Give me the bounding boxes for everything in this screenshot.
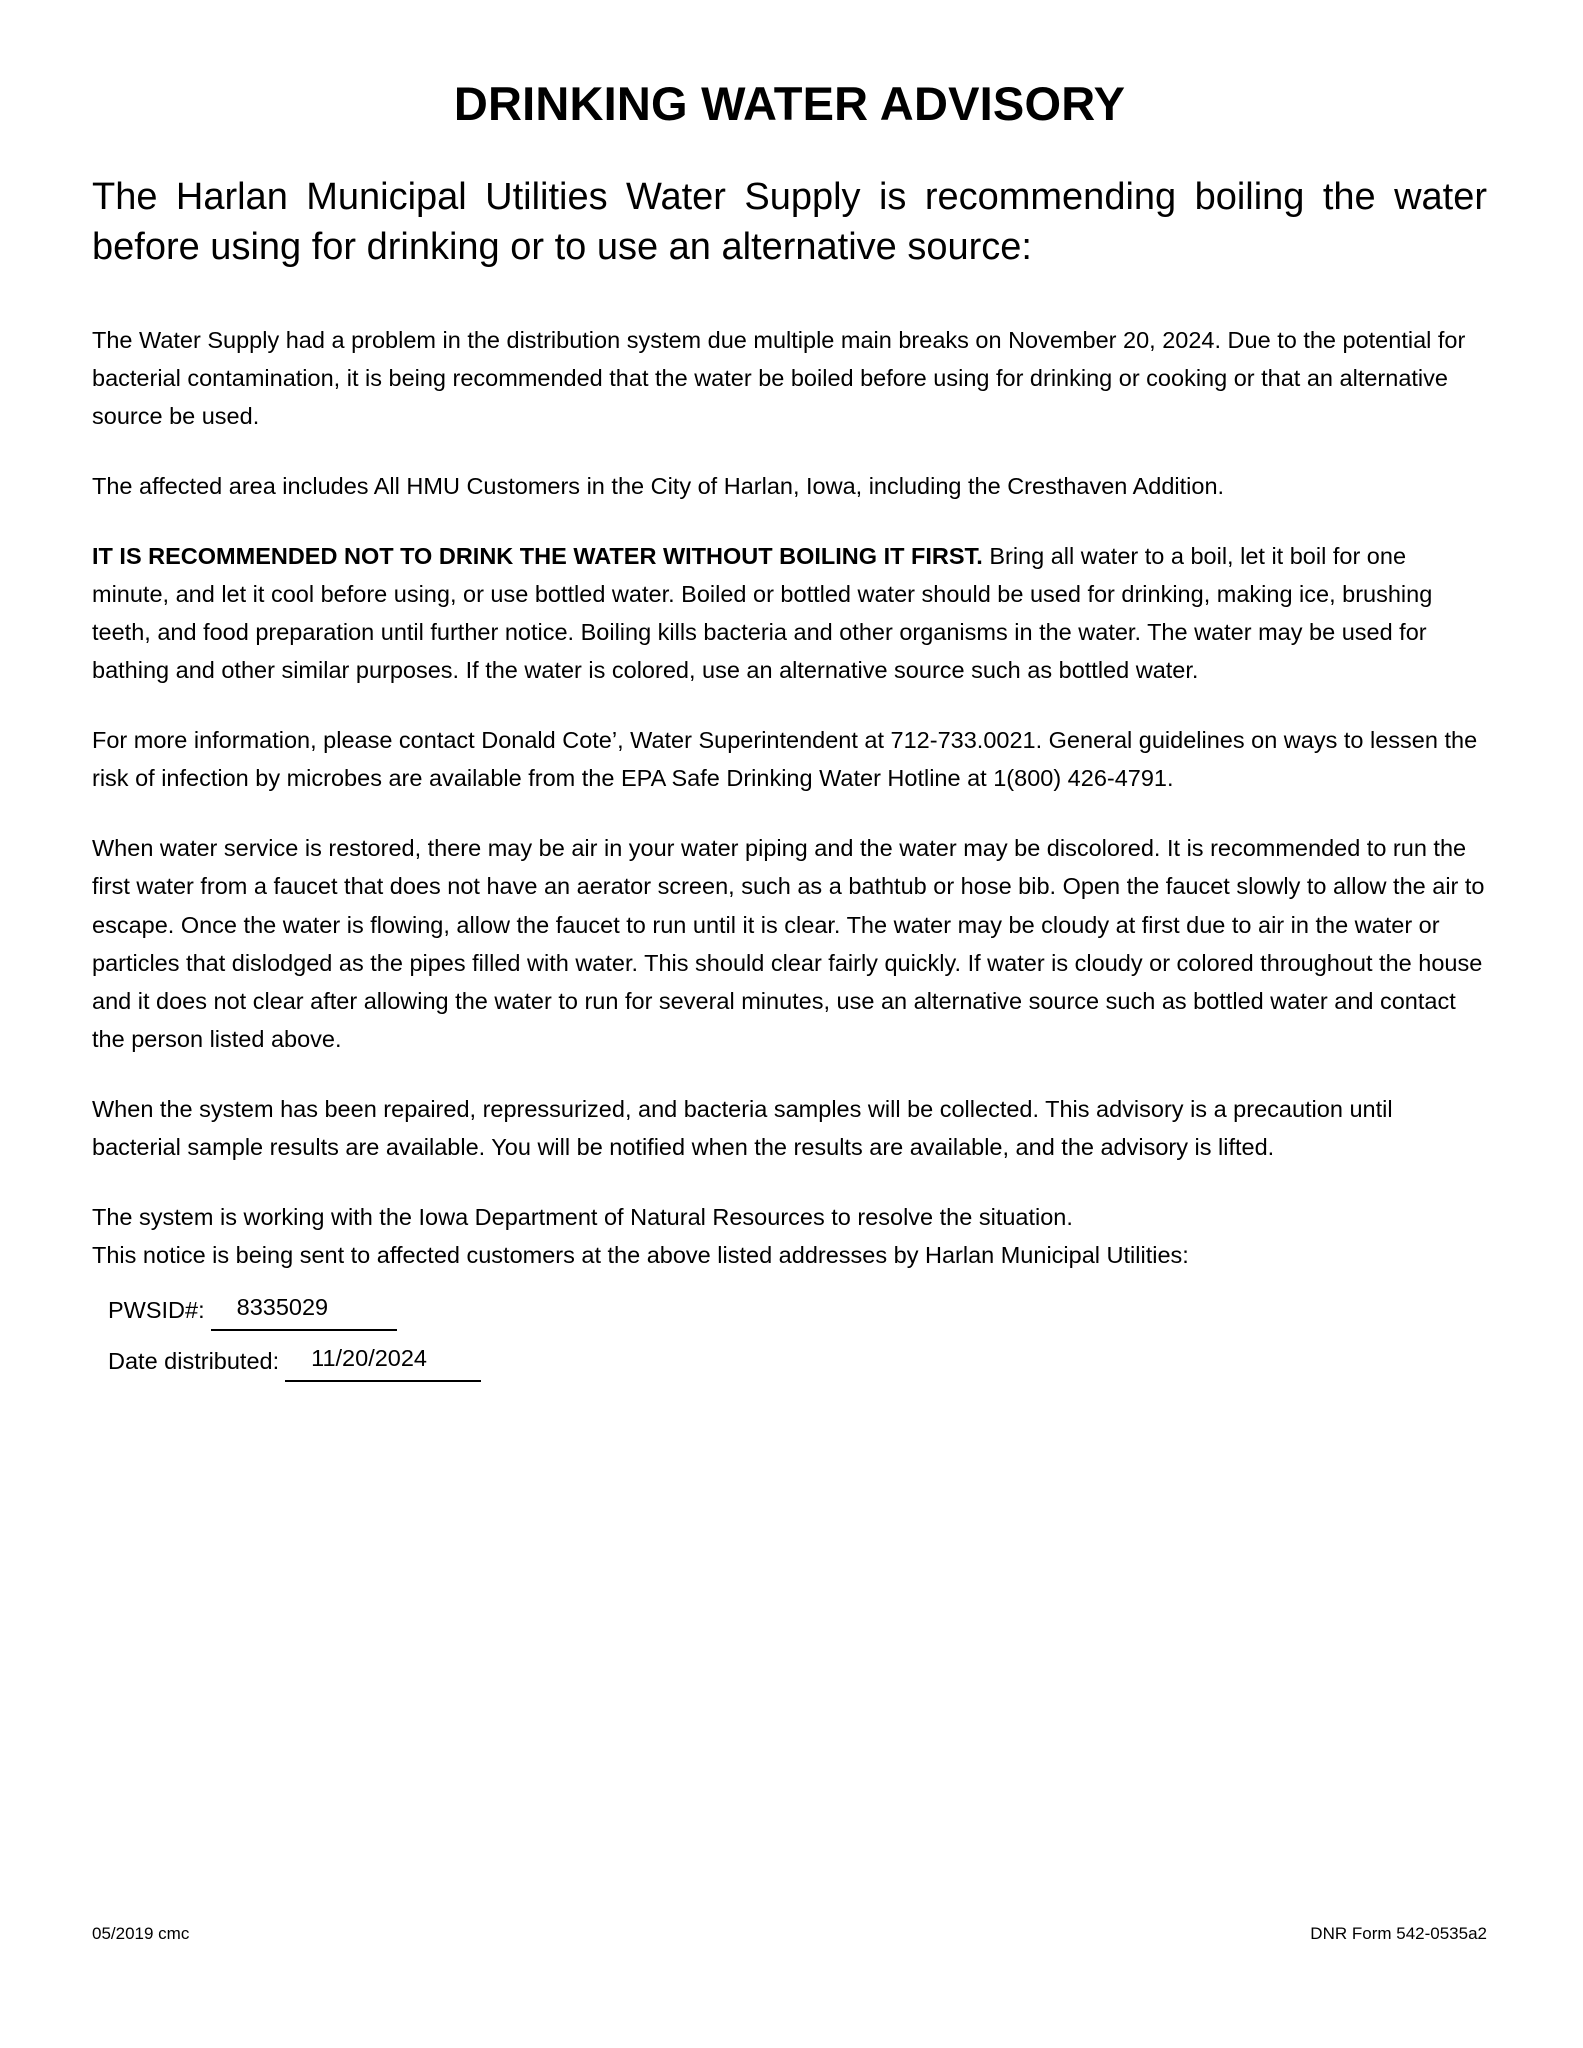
recommendation-bold-lead: IT IS RECOMMENDED NOT TO DRINK THE WATER WITHOUT BOILING IT FIRST. xyxy=(92,543,983,569)
recommendation-body: Bring all water to a boil, let it boil for one minute, and let it cool before using, or use bottled water. Boiled or bottled water should be used for drinking, making ice, brushing teeth, and food preparation until further notice. Boiling kills bacteria and other organisms in the water. The water may be used for bathing and other similar purposes. If the water is colored, use an alternative source such as bottled water. xyxy=(92,543,1433,684)
page-footer xyxy=(92,1924,1487,1944)
paragraph-contact: For more information, please contact Donald Cote’, Water Superintendent at 712-733.0021. General guidelines on ways to lessen the risk of infection by microbes are available from the EPA Safe Drinking Water Hotline at 1(800) 426-4791. xyxy=(92,727,1478,792)
date-distributed-label: Date distributed: xyxy=(108,1347,280,1374)
paragraph-repaired: When the system has been repaired, repressurized, and bacteria samples will be collected. This advisory is a precaution until bacterial sample results are available. You will be notified when the results are available, and the advisory is lifted. xyxy=(92,1095,1393,1160)
page-title: DRINKING WATER ADVISORY xyxy=(453,77,1126,130)
paragraph-restoration: When water service is restored, there may be air in your water piping and the water may be discolored. It is recommended to run the first water from a faucet that does not have an aerator screen, such as a bathtub or hose bib. Open the faucet slowly to allow the air to escape. Once the water is flowing, allow the faucet to run until it is clear. The water may be cloudy at first due to air in the water or particles that dislodged as the pipes filled with water. This should clear fairly quickly. If water is cloudy or colored throughout the house and it does not clear after allowing the water to run for several minutes, use an alternative source such as bottled water and contact the person listed above. xyxy=(92,835,1485,1052)
paragraph-notice-sent: This notice is being sent to affected customers at the above listed addresses by Harlan Municipal Utilities: xyxy=(92,1241,1189,1268)
form-fields xyxy=(92,1288,1487,1382)
paragraph-working-with-dnr: The system is working with the Iowa Department of Natural Resources to resolve the situation. xyxy=(92,1203,1073,1230)
footer-form-number: DNR Form 542-0535a2 xyxy=(1310,1924,1487,1943)
paragraph-recommendation xyxy=(92,537,1487,689)
footer-revision: 05/2019 cmc xyxy=(92,1924,190,1943)
paragraph-affected-area: The affected area includes All HMU Customers in the City of Harlan, Iowa, including the Cresthaven Addition. xyxy=(92,472,1225,499)
date-distributed-input[interactable]: 11/20/2024 xyxy=(285,1339,481,1382)
advisory-lede: The Harlan Municipal Utilities Water Supply is recommending boiling the water before using for drinking or to use an alternative source: xyxy=(92,175,1487,269)
date-field-row xyxy=(92,1339,1487,1382)
pwsid-input[interactable]: 8335029 xyxy=(211,1288,397,1331)
pwsid-field-row xyxy=(92,1288,1487,1331)
pwsid-label: PWSID#: xyxy=(108,1297,205,1323)
paragraph-problem: The Water Supply had a problem in the distribution system due multiple main breaks on November 20, 2024. Due to the potential for bacterial contamination, it is being recommended that the water be boiled before using for drinking or cooking or that an alternative source be used. xyxy=(92,326,1466,429)
